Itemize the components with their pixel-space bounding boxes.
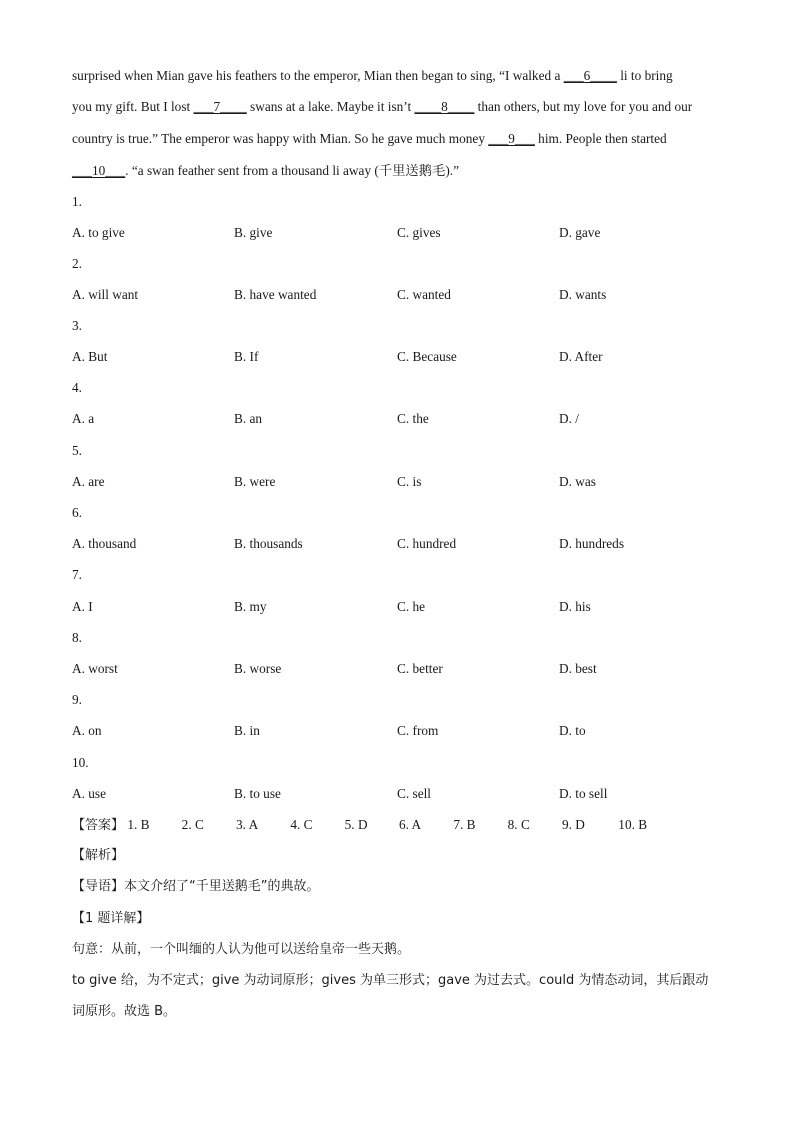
- blank-8: ____8____: [414, 99, 475, 114]
- answer-item: 10. B: [618, 817, 648, 832]
- passage-line-3: [72, 130, 732, 148]
- option-b: B. an: [234, 411, 263, 426]
- option-b: B. were: [234, 474, 276, 489]
- option-c: C. Because: [397, 349, 457, 364]
- question-number: 9.: [72, 692, 82, 707]
- option-d: D. was: [559, 474, 596, 489]
- option-b: B. give: [234, 225, 273, 240]
- option-a: A. are: [72, 474, 105, 489]
- answer-item: 1. B: [127, 817, 150, 832]
- blank-7: ___7____: [193, 99, 247, 114]
- option-b: B. thousands: [234, 536, 303, 551]
- option-d: D. to: [559, 723, 586, 738]
- question-number: 7.: [72, 567, 82, 582]
- answer-item: 2. C: [181, 817, 204, 832]
- passage-text: . “a swan feather sent from a thousand li away (千里送鹅毛).”: [125, 163, 459, 178]
- question-number: 5.: [72, 443, 82, 458]
- option-b: B. in: [234, 723, 260, 738]
- question-number: 10.: [72, 755, 89, 770]
- passage-text: li to bring: [616, 68, 673, 83]
- option-a: A. to give: [72, 225, 125, 240]
- option-b: B. to use: [234, 786, 281, 801]
- question-number: 6.: [72, 505, 82, 520]
- option-d: D. hundreds: [559, 536, 624, 551]
- detail-meaning: 句意：从前，一个叫缅的人认为他可以送给皇帝一些天鹅。: [72, 942, 411, 957]
- option-d: D. wants: [559, 287, 607, 302]
- detail-title: 【1 题详解】: [72, 911, 150, 926]
- passage-text: you my gift. But I lost: [72, 99, 194, 114]
- option-b: B. my: [234, 599, 267, 614]
- passage-line-1: [72, 67, 732, 85]
- option-d: D. to sell: [559, 786, 608, 801]
- option-a: A. But: [72, 349, 108, 364]
- option-a: A. on: [72, 723, 102, 738]
- intro-text: 【导语】本文介绍了“千里送鹅毛”的典故。: [72, 879, 320, 894]
- question-number: 4.: [72, 380, 82, 395]
- analysis-label: 【解析】: [72, 848, 125, 863]
- option-d: D. /: [559, 411, 579, 426]
- passage-text: country is true.” The emperor was happy with Mian. So he gave much money: [72, 131, 489, 146]
- option-c: C. the: [397, 411, 429, 426]
- option-d: D. gave: [559, 225, 601, 240]
- answer-row: [72, 816, 647, 835]
- passage-text: swans at a lake. Maybe it isn’t: [246, 99, 415, 114]
- option-c: C. wanted: [397, 287, 451, 302]
- option-a: A. use: [72, 786, 106, 801]
- option-b: B. worse: [234, 661, 282, 676]
- answer-item: 6. A: [398, 817, 422, 832]
- question-number: 3.: [72, 318, 82, 333]
- passage-text: surprised when Mian gave his feathers to the emperor, Mian then began to sing, “I walked a: [72, 68, 564, 83]
- option-c: C. hundred: [397, 536, 457, 551]
- blank-10: ___10___: [72, 163, 126, 178]
- answer-item: 9. D: [561, 817, 585, 832]
- answer-item: 8. C: [507, 817, 530, 832]
- blank-6: ___6____: [563, 68, 617, 83]
- option-b: B. have wanted: [234, 287, 317, 302]
- answer-item: 4. C: [290, 817, 313, 832]
- option-c: C. he: [397, 599, 426, 614]
- passage-line-4: [72, 162, 732, 180]
- answer-item: 3. A: [236, 817, 259, 832]
- answer-item: 5. D: [344, 817, 368, 832]
- answer-item: 7. B: [453, 817, 476, 832]
- option-c: C. is: [397, 474, 422, 489]
- detail-explain-line-1: to give 给，为不定式；give 为动词原形；gives 为单三形式；gave 为过去式。could 为情态动词，其后跟动: [72, 973, 709, 988]
- passage-text: him. People then started: [534, 131, 667, 146]
- question-number: 2.: [72, 256, 82, 271]
- detail-explain-line-2: 词原形。故选 B。: [72, 1004, 177, 1019]
- option-b: B. If: [234, 349, 259, 364]
- passage-text: than others, but my love for you and our: [474, 99, 693, 114]
- option-d: D. After: [559, 349, 603, 364]
- blank-9: ___9___: [488, 131, 535, 146]
- option-d: D. best: [559, 661, 597, 676]
- option-c: C. better: [397, 661, 443, 676]
- option-a: A. thousand: [72, 536, 137, 551]
- answer-label: 【答案】: [72, 818, 125, 833]
- option-c: C. from: [397, 723, 439, 738]
- option-d: D. his: [559, 599, 591, 614]
- question-number: 8.: [72, 630, 82, 645]
- passage-line-2: [72, 98, 732, 116]
- option-a: A. a: [72, 411, 95, 426]
- question-number: 1.: [72, 194, 82, 209]
- option-a: A. will want: [72, 287, 139, 302]
- option-c: C. gives: [397, 225, 441, 240]
- option-c: C. sell: [397, 786, 431, 801]
- option-a: A. I: [72, 599, 93, 614]
- option-a: A. worst: [72, 661, 118, 676]
